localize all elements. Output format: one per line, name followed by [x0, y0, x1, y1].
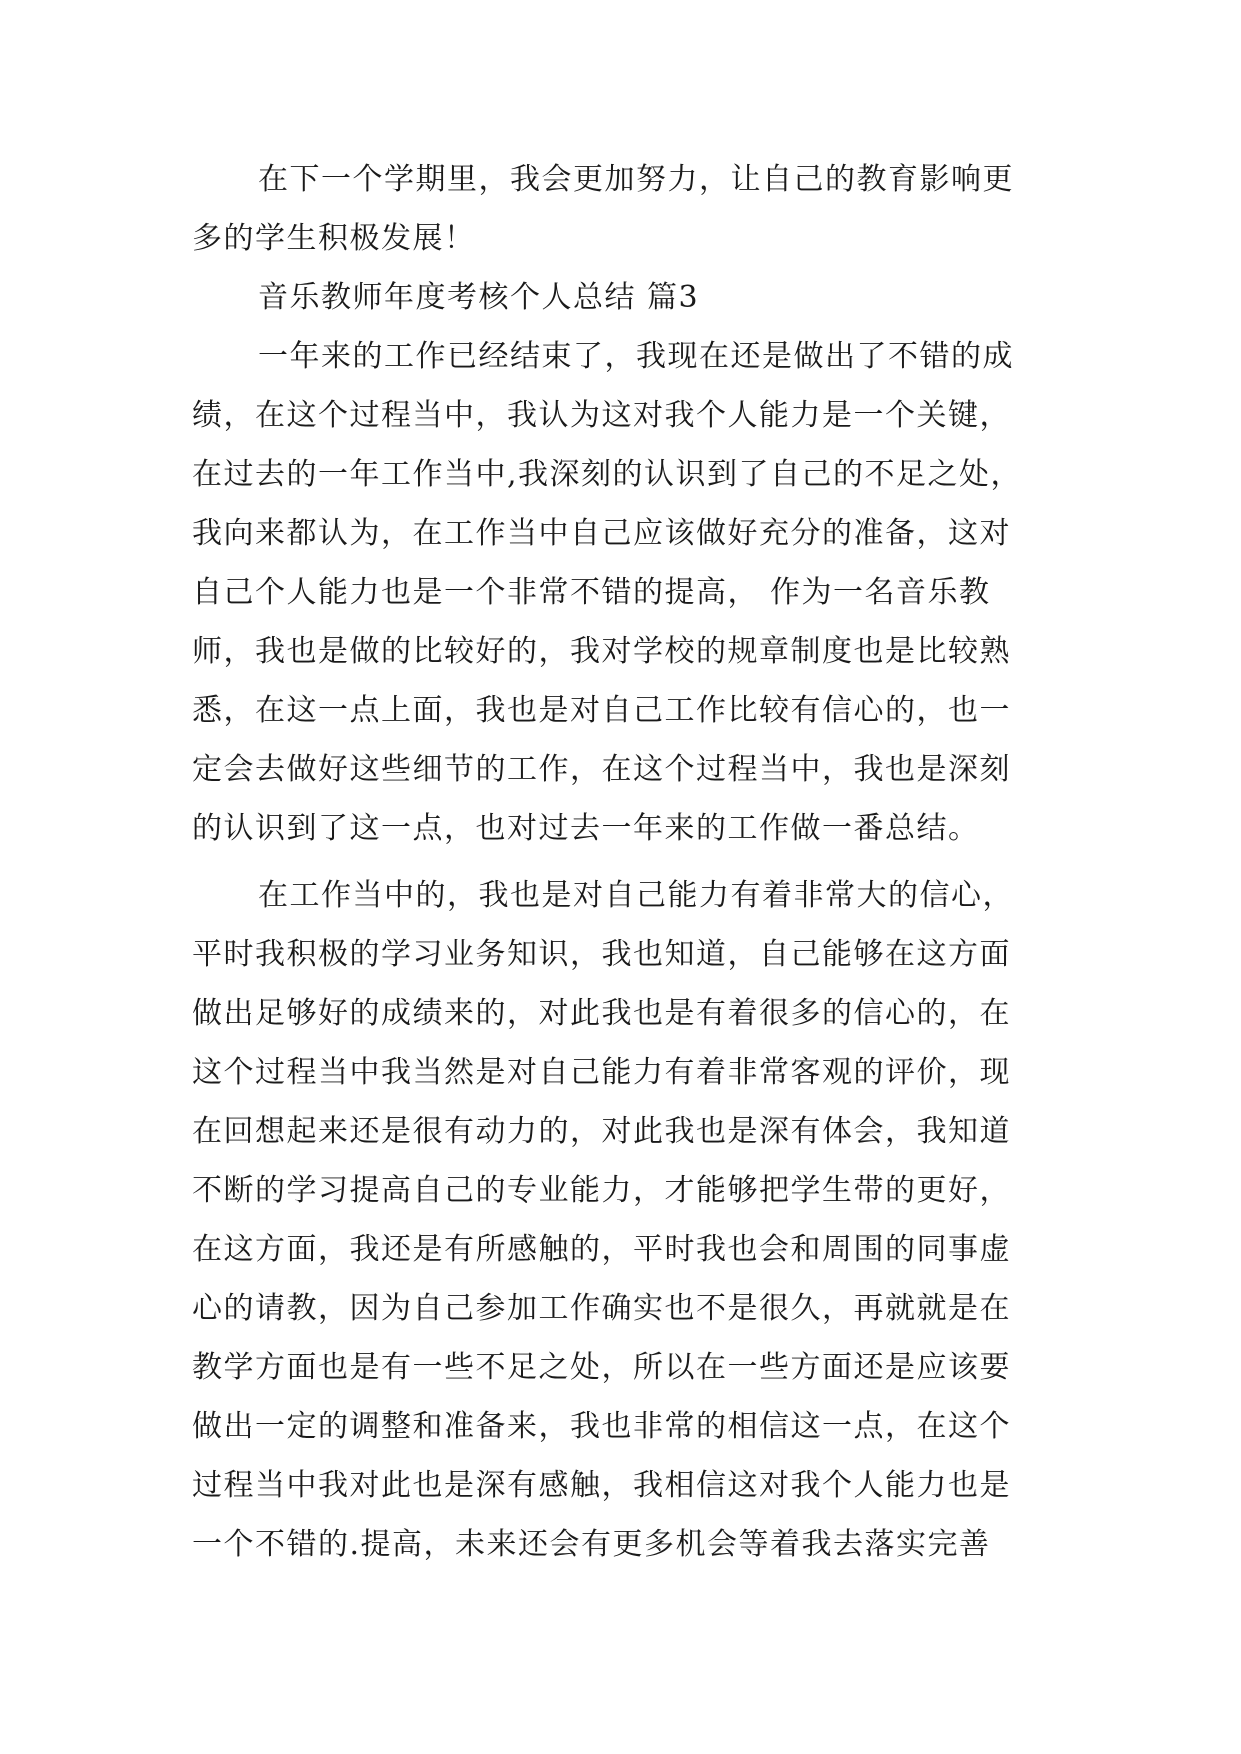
section-heading: [192, 268, 1052, 327]
text-line: 过程当中我对此也是深有感触，我相信这对我个人能力也是: [192, 1468, 1011, 1503]
text-line: 心的请教，因为自己参加工作确实也不是很久，再就就是在: [192, 1291, 1011, 1326]
paragraph-1: [192, 327, 1052, 858]
paragraph-2: [192, 866, 1052, 1574]
document-body: [192, 150, 1052, 1574]
text-line: 我向来都认为，在工作当中自己应该做好充分的准备，这对: [192, 516, 1011, 551]
paragraph-closing: [192, 150, 1052, 268]
text-line: 做出一定的调整和准备来，我也非常的相信这一点，在这个: [192, 1409, 1011, 1444]
heading-text: 音乐教师年度考核个人总结 篇3: [258, 280, 700, 315]
text-line: 这个过程当中我当然是对自己能力有着非常客观的评价，现: [192, 1055, 1011, 1090]
text-line: 绩，在这个过程当中，我认为这对我个人能力是一个关键，: [192, 398, 1011, 433]
text-line: 一年来的工作已经结束了，我现在还是做出了不错的成: [258, 339, 1014, 374]
text-line: 教学方面也是有一些不足之处，所以在一些方面还是应该要: [192, 1350, 1011, 1385]
text-line: 做出足够好的成绩来的，对此我也是有着很多的信心的，在: [192, 996, 1011, 1031]
text-line: 定会去做好这些细节的工作，在这个过程当中，我也是深刻: [192, 752, 1011, 787]
text-line: 在工作当中的，我也是对自己能力有着非常大的信心，: [258, 878, 1014, 913]
text-line: 在回想起来还是很有动力的，对此我也是深有体会，我知道: [192, 1114, 1011, 1149]
text-line: 不断的学习提高自己的专业能力，才能够把学生带的更好，: [192, 1173, 1011, 1208]
text-line: 悉，在这一点上面，我也是对自己工作比较有信心的，也一: [192, 693, 1011, 728]
text-line: 的认识到了这一点，也对过去一年来的工作做一番总结。: [192, 811, 980, 846]
text-line: 平时我积极的学习业务知识，我也知道，自己能够在这方面: [192, 937, 1011, 972]
text-line: 在下一个学期里，我会更加努力，让自己的教育影响更: [258, 162, 1014, 197]
text-line: 师，我也是做的比较好的，我对学校的规章制度也是比较熟: [192, 634, 1011, 669]
text-line: 在过去的一年工作当中,我深刻的认识到了自己的不足之处，: [192, 457, 1023, 492]
text-line: 多的学生积极发展！: [192, 221, 476, 256]
text-line: 一个不错的.提高，未来还会有更多机会等着我去落实完善: [192, 1527, 991, 1562]
text-line: 自己个人能力也是一个非常不错的提高， 作为一名音乐教: [192, 575, 991, 610]
text-line: 在这方面，我还是有所感触的，平时我也会和周围的同事虚: [192, 1232, 1011, 1267]
